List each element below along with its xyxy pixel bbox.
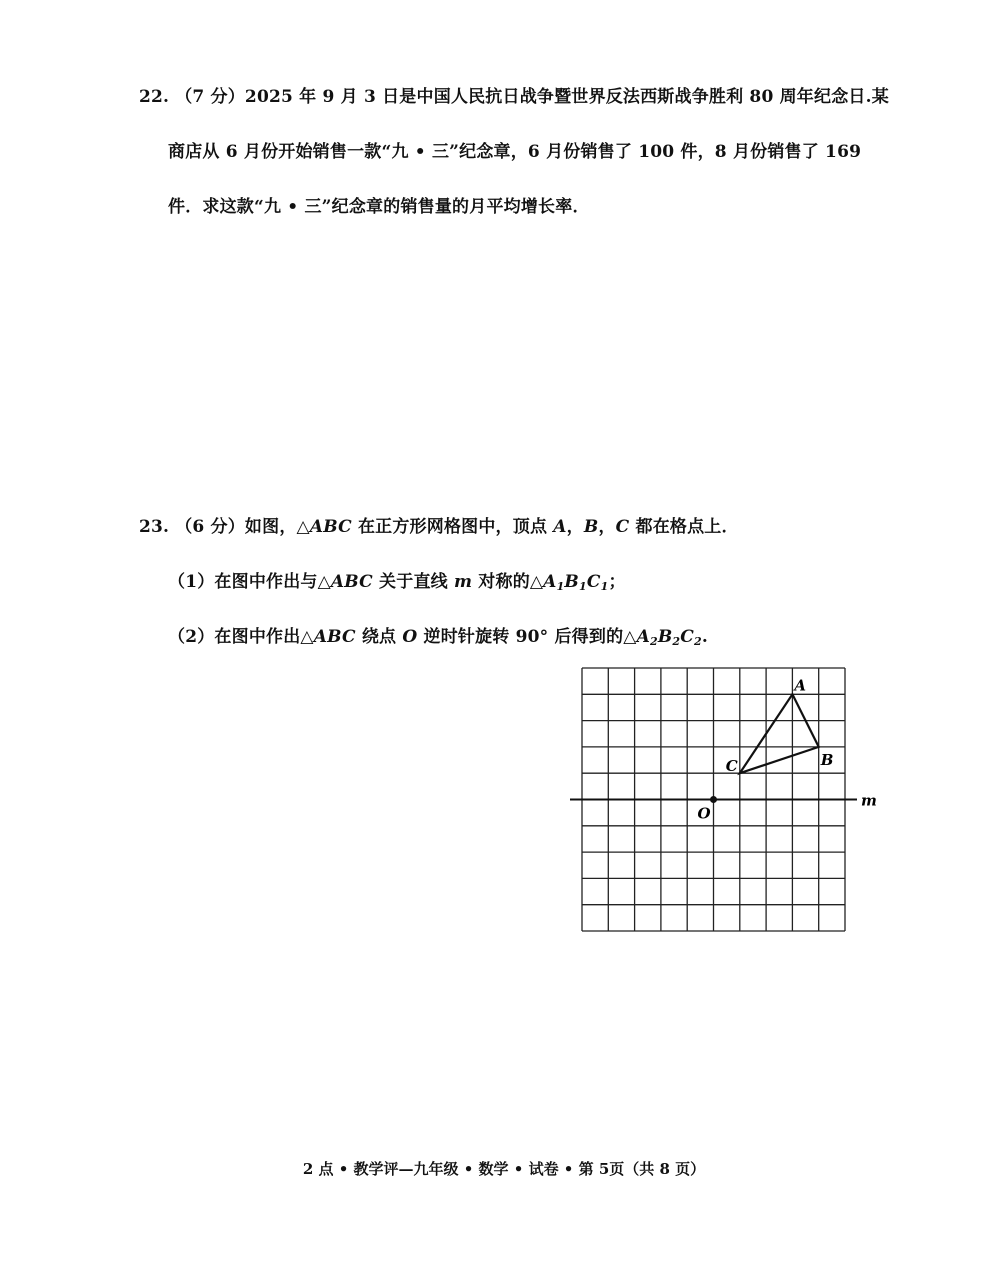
q23-p2-end: . (701, 627, 708, 647)
q23-stem-sep2: ， (598, 517, 616, 537)
q23-p2-c: 逆时针旋转 90° 后得到的△ (417, 627, 637, 647)
q23-p2-a: （2）在图中作出△ (168, 627, 314, 647)
q23-stem-abc: ABC (309, 517, 352, 537)
q22-line3: 件．求这款“九 • 三”纪念章的销售量的月平均增长率． (168, 197, 590, 217)
q22-text-line1: （7 分）2025 年 9 月 3 日是中国人民抗日战争暨世界反法西斯战争胜利 80 周年纪念日.某 (175, 87, 889, 107)
q23-stem-A: A (553, 517, 567, 537)
q23-p1-c: 对称的△ (472, 572, 544, 592)
q23-p2-sub2: 2 (672, 635, 681, 648)
q23-stem-b: 在正方形网格图中，顶点 (351, 517, 554, 537)
triangle-abc (740, 694, 819, 773)
q22-number: 22. (139, 87, 170, 107)
q23-p1-end: ； (608, 572, 626, 592)
page-footer: 2 点 • 教学评—九年级 • 数学 • 试卷 • 第 5页（共 8 页） (302, 1160, 706, 1178)
q23-stem (139, 512, 739, 537)
q23-p1-a: （1）在图中作出与△ (168, 572, 331, 592)
q23-p1-m: m (453, 572, 473, 592)
q23-p2-B2: B (657, 627, 673, 647)
q22-line1 (139, 82, 889, 107)
q23-p1-A1: A (543, 572, 557, 592)
label-a: A (794, 676, 807, 695)
q23-stem-sep1: ， (566, 517, 584, 537)
q23-p2-A2: A (636, 627, 650, 647)
q23-p1-sub3: 1 (600, 580, 609, 593)
q23-p2-O: O (402, 627, 418, 647)
q23-p1-sub1: 1 (556, 580, 565, 593)
q23-p1-B1: B (564, 572, 579, 592)
q23-p2-abc: ABC (313, 627, 356, 647)
q23-stem-a: （6 分）如图，△ (175, 517, 310, 537)
q23-p2-b: 绕点 (355, 627, 403, 647)
q23-p1-b: 关于直线 (372, 572, 454, 592)
q23-number: 23. (139, 517, 170, 537)
q23-stem-C: C (615, 517, 630, 537)
q23-p1-abc: ABC (330, 572, 373, 592)
point-o (710, 796, 717, 803)
q23-p2-sub1: 2 (649, 635, 658, 648)
q23-p2-C2: C (680, 627, 694, 647)
q23-p2-sub3: 2 (693, 635, 702, 648)
label-o: O (697, 804, 711, 823)
q23-p1-sub2: 1 (579, 580, 587, 593)
q23-stem-B: B (583, 517, 599, 537)
label-b: B (820, 750, 834, 769)
q23-stem-c: 都在格点上． (629, 517, 739, 537)
q22-line2: 商店从 6 月份开始销售一款“九 • 三”纪念章，6 月份销售了 100 件，8 月份销售了 169 (168, 142, 862, 162)
grid-figure (560, 660, 880, 950)
label-c: C (725, 757, 738, 776)
q23-part2 (168, 622, 708, 648)
q23-part1 (168, 567, 626, 593)
q23-p1-C1: C (586, 572, 601, 592)
label-m: m (861, 791, 877, 810)
